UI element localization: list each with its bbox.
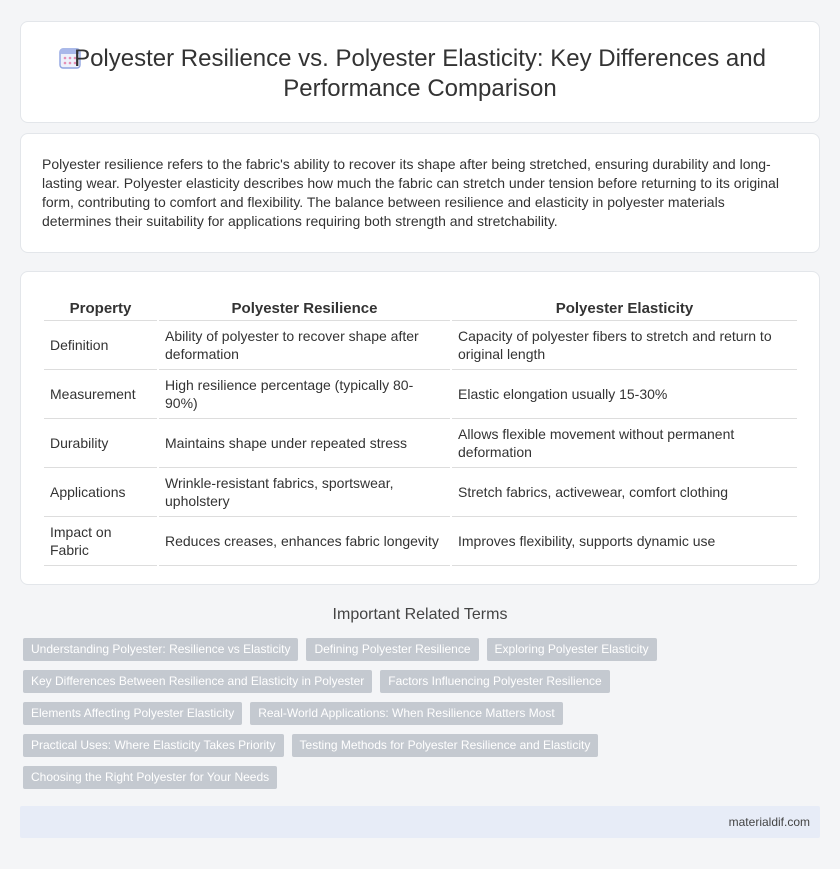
table-cell-elasticity: Allows flexible movement without permanent deformation bbox=[452, 419, 797, 468]
page-title-line-1: Polyester Resilience vs. Polyester Elasticity: Key Differences and bbox=[74, 45, 766, 72]
column-header: Polyester Elasticity bbox=[452, 296, 797, 321]
related-terms-list bbox=[23, 638, 803, 798]
table-cell-resilience: High resilience percentage (typically 80-90%) bbox=[159, 370, 450, 419]
related-term-tag[interactable]: Testing Methods for Polyester Resilience and Elasticity bbox=[292, 734, 599, 757]
related-terms-heading: Important Related Terms bbox=[332, 606, 508, 623]
table-row bbox=[44, 321, 797, 370]
related-term-tag[interactable]: Defining Polyester Resilience bbox=[306, 638, 478, 661]
intro-paragraph: Polyester resilience refers to the fabric's ability to recover its shape after being stretched, ensuring durability and long-lasting wear. Polyester elasticity describes how much the fabric can stretch under tension before returning to its original form, contributing to comfort and flexibility. The balance between resilience and elasticity in polyester materials determines their suitability for applications requiring both strength and stretchability. bbox=[42, 156, 779, 229]
table-cell-property: Definition bbox=[44, 321, 157, 370]
table-header-row bbox=[44, 296, 797, 321]
table-row bbox=[44, 370, 797, 419]
related-term-tag[interactable]: Elements Affecting Polyester Elasticity bbox=[23, 702, 242, 725]
table-cell-resilience: Reduces creases, enhances fabric longevity bbox=[159, 517, 450, 566]
table-row bbox=[44, 419, 797, 468]
footer-site-link[interactable]: materialdif.com bbox=[728, 815, 810, 829]
table-cell-elasticity: Stretch fabrics, activewear, comfort clothing bbox=[452, 468, 797, 517]
related-term-tag[interactable]: Choosing the Right Polyester for Your Needs bbox=[23, 766, 277, 789]
footer-bar bbox=[20, 806, 820, 838]
table-cell-resilience: Wrinkle-resistant fabrics, sportswear, upholstery bbox=[159, 468, 450, 517]
table-cell-property: Durability bbox=[44, 419, 157, 468]
table-row bbox=[44, 517, 797, 566]
table-cell-elasticity: Elastic elongation usually 15-30% bbox=[452, 370, 797, 419]
page-title bbox=[21, 44, 819, 104]
related-term-tag[interactable]: Real-World Applications: When Resilience Matters Most bbox=[250, 702, 563, 725]
related-term-tag[interactable]: Practical Uses: Where Elasticity Takes Priority bbox=[23, 734, 284, 757]
related-term-tag[interactable]: Factors Influencing Polyester Resilience bbox=[380, 670, 609, 693]
related-term-tag[interactable]: Exploring Polyester Elasticity bbox=[487, 638, 657, 661]
intro-card bbox=[20, 133, 820, 253]
column-header: Polyester Resilience bbox=[159, 296, 450, 321]
table-cell-property: Impact on Fabric bbox=[44, 517, 157, 566]
related-term-tag[interactable]: Key Differences Between Resilience and Elasticity in Polyester bbox=[23, 670, 372, 693]
table-cell-resilience: Ability of polyester to recover shape after deformation bbox=[159, 321, 450, 370]
table-cell-elasticity: Improves flexibility, supports dynamic use bbox=[452, 517, 797, 566]
related-term-tag[interactable]: Understanding Polyester: Resilience vs Elasticity bbox=[23, 638, 298, 661]
page-title-line-2: Performance Comparison bbox=[283, 75, 557, 102]
table-cell-property: Applications bbox=[44, 468, 157, 517]
table-cell-elasticity: Capacity of polyester fibers to stretch and return to original length bbox=[452, 321, 797, 370]
title-card bbox=[20, 21, 820, 123]
comparison-table bbox=[42, 296, 799, 566]
comparison-table-card bbox=[20, 271, 820, 585]
table-cell-resilience: Maintains shape under repeated stress bbox=[159, 419, 450, 468]
table-cell-property: Measurement bbox=[44, 370, 157, 419]
table-row bbox=[44, 468, 797, 517]
column-header: Property bbox=[44, 296, 157, 321]
